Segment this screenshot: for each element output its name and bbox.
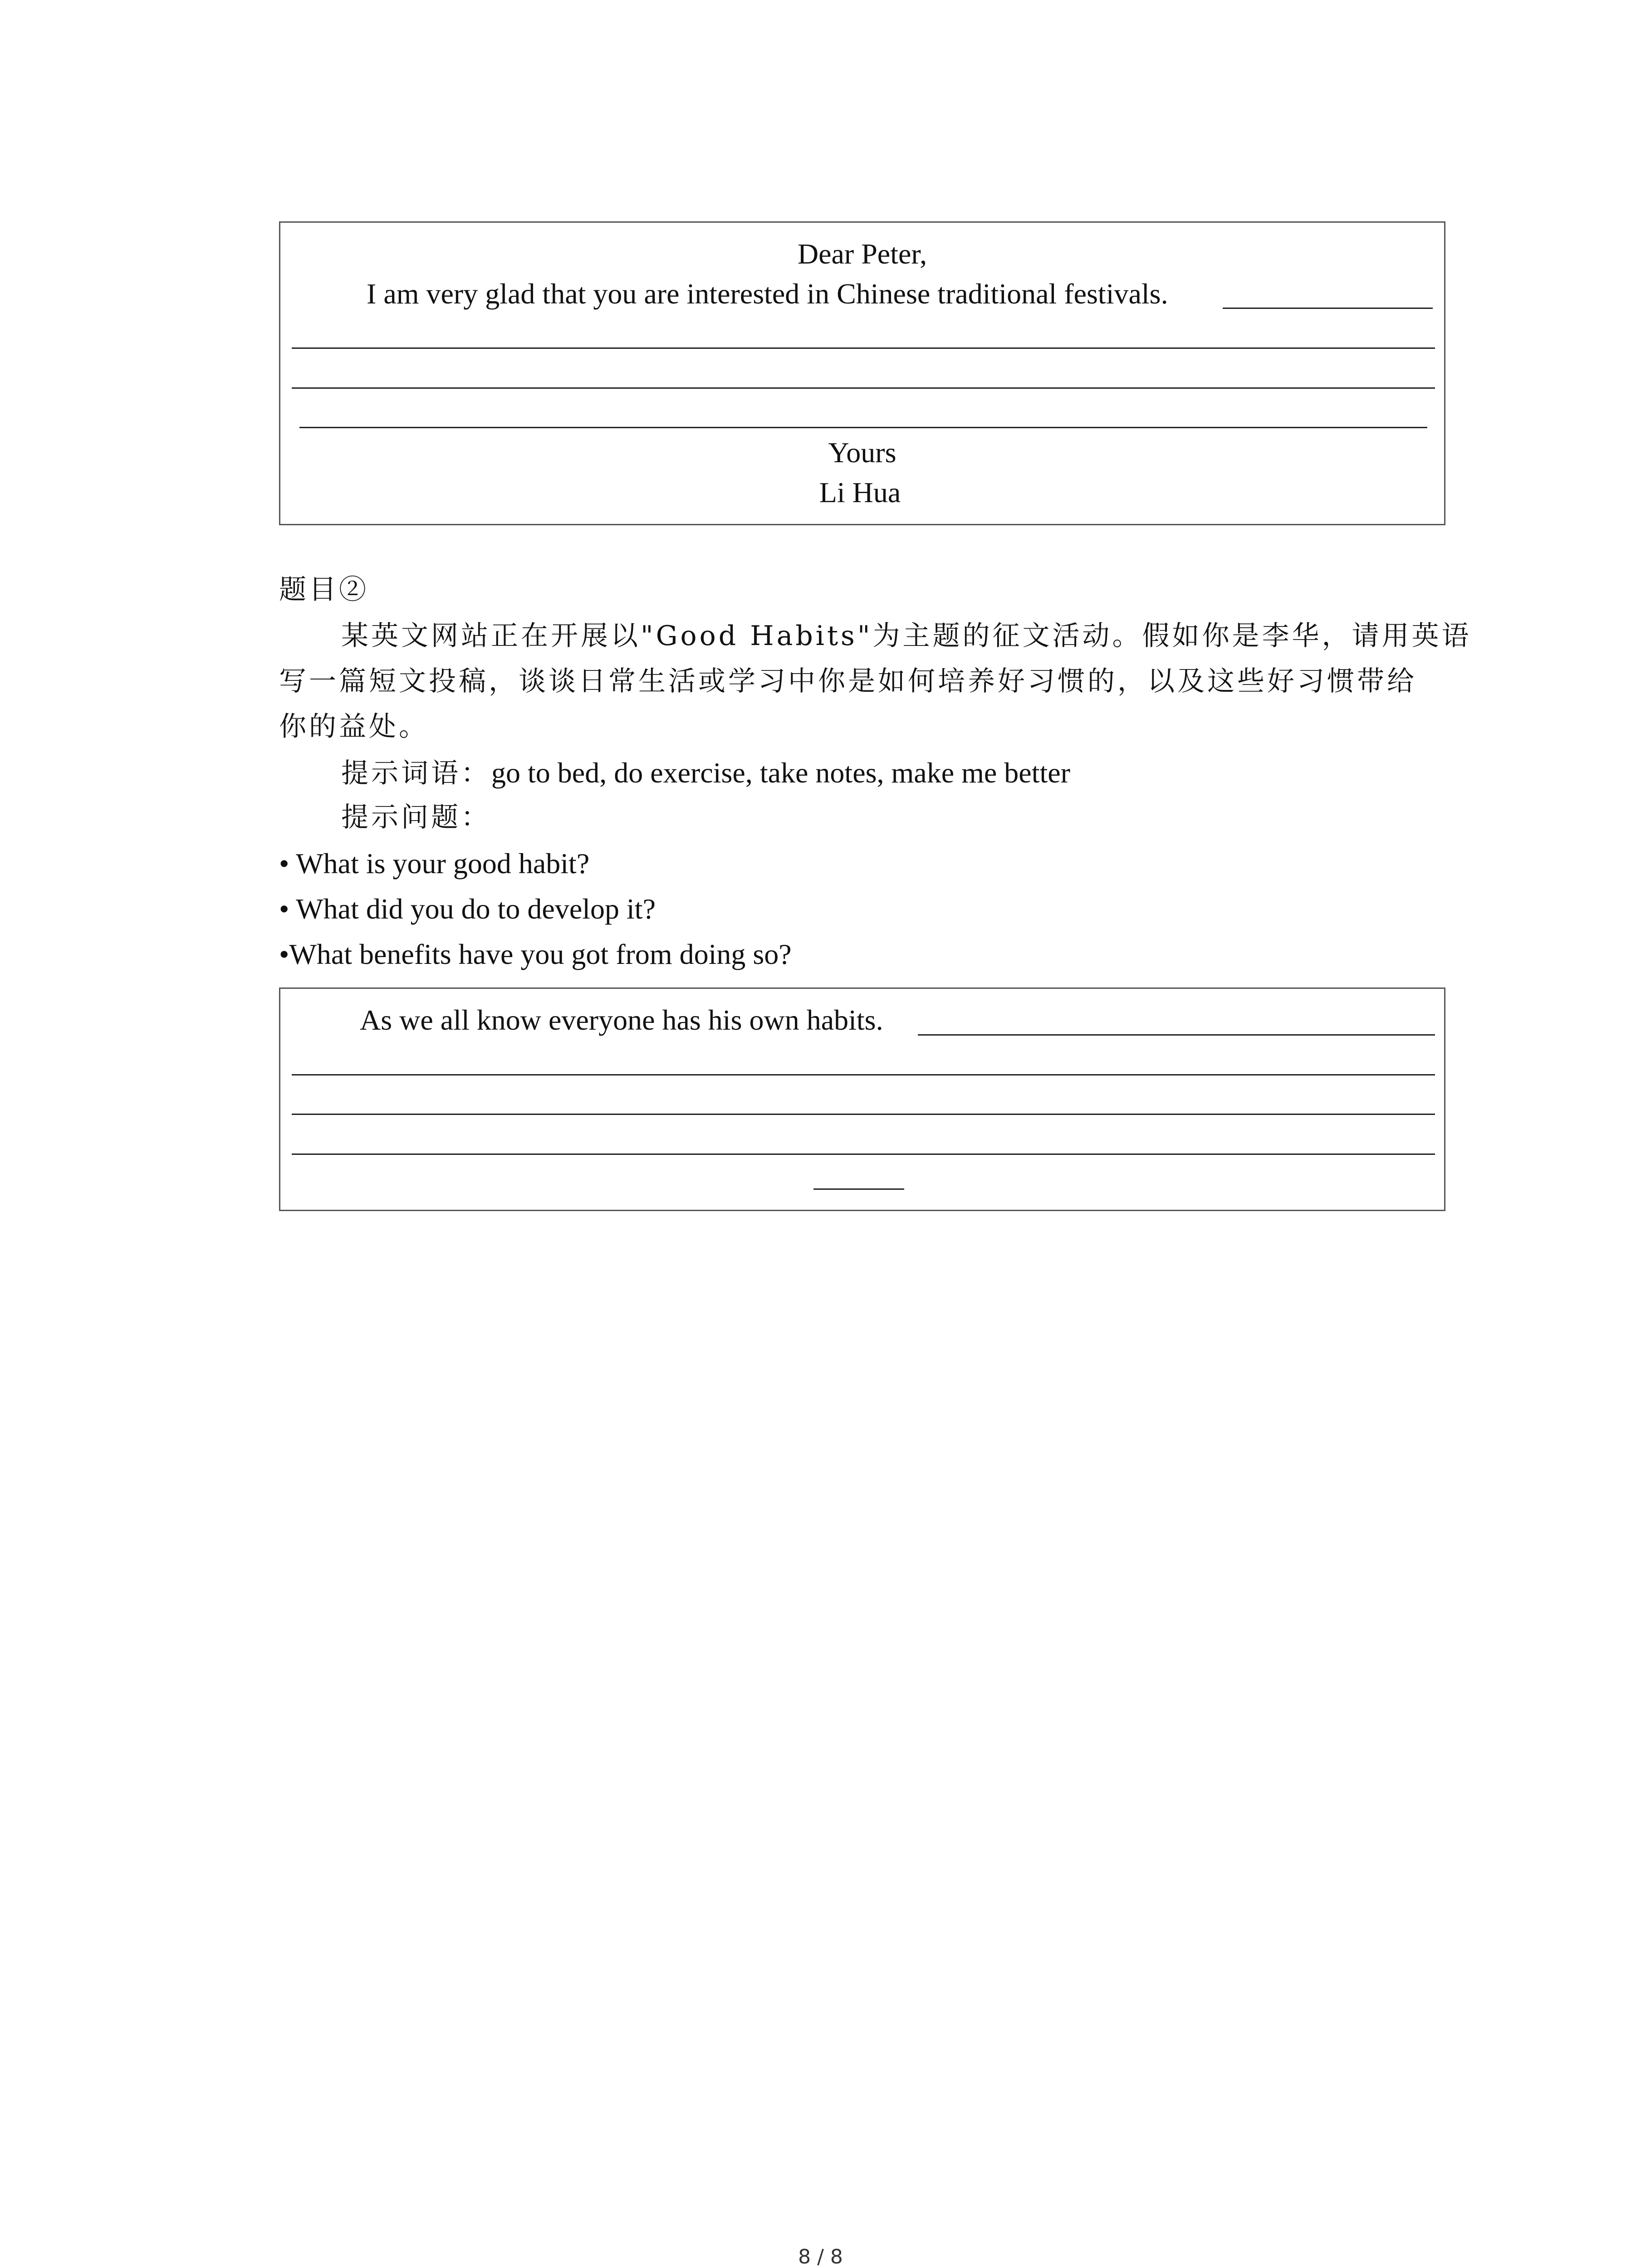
answer-line: [292, 347, 1435, 349]
page-number: 8 / 8: [798, 2245, 843, 2268]
hint-question: • What did you do to develop it?: [279, 893, 656, 925]
topic-heading: 题目②: [279, 574, 369, 606]
prompt-line: 写一篇短文投稿，谈谈日常生活或学习中你是如何培养好习惯的，以及这些好习惯带给: [279, 665, 1417, 697]
letter-answer-box-1: [279, 221, 1445, 525]
letter-signature: Li Hua: [819, 476, 901, 508]
hint-words-label: 提示词语：: [341, 758, 491, 789]
hint-questions-label: 提示问题：: [341, 802, 491, 833]
letter-closing: Yours: [828, 436, 896, 469]
letter-greeting: Dear Peter,: [797, 238, 927, 270]
essay-answer-box-2: [279, 987, 1445, 1211]
answer-line: [1223, 308, 1433, 309]
hint-words: go to bed, do exercise, take notes, make me better: [491, 757, 1070, 789]
hint-question: • What is your good habit?: [279, 847, 590, 880]
prompt-line: 你的益处。: [279, 711, 429, 743]
hint-question: •What benefits have you got from doing so?: [279, 938, 792, 970]
answer-line: [299, 427, 1427, 428]
essay-opening-sentence: As we all know everyone has his own habits.: [360, 1004, 883, 1036]
letter-opening-sentence: I am very glad that you are interested in Chinese traditional festivals.: [367, 278, 1168, 310]
answer-line: [292, 1074, 1435, 1075]
answer-line: [813, 1188, 904, 1190]
answer-line: [292, 1154, 1435, 1155]
answer-line: [292, 1114, 1435, 1115]
prompt-line: 某英文网站正在开展以"Good Habits"为主题的征文活动。假如你是李华，请用英语: [341, 620, 1472, 652]
answer-line: [292, 387, 1435, 389]
answer-line: [918, 1034, 1435, 1036]
